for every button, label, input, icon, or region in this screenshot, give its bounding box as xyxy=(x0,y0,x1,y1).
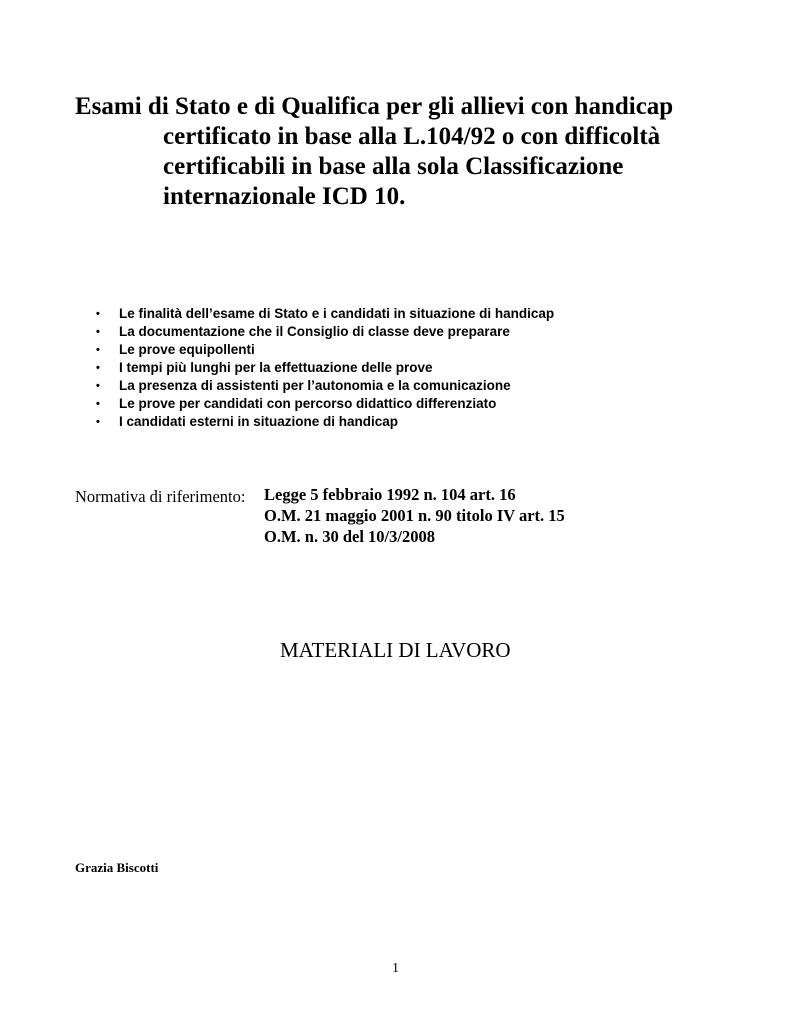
section-heading: MATERIALI DI LAVORO xyxy=(280,638,511,662)
bullet-icon: • xyxy=(96,398,100,410)
list-item xyxy=(96,413,554,431)
normativa-reference: Legge 5 febbraio 1992 n. 104 art. 16 xyxy=(264,485,516,504)
bullet-icon: • xyxy=(96,416,100,428)
list-item-text: Le prove per candidati con percorso didattico differenziato xyxy=(119,396,497,411)
list-item-text: I tempi più lunghi per la effettuazione delle prove xyxy=(119,360,433,375)
normativa-label: Normativa di riferimento: xyxy=(75,487,246,506)
bullet-icon: • xyxy=(96,380,100,392)
normativa-references xyxy=(264,484,565,547)
page-number: 1 xyxy=(392,961,399,976)
topics-list xyxy=(96,305,554,431)
document-title xyxy=(75,92,755,212)
bullet-icon: • xyxy=(96,362,100,374)
list-item-text: Le prove equipollenti xyxy=(119,342,255,357)
list-item-text: La documentazione che il Consiglio di classe deve preparare xyxy=(119,324,510,339)
author-name: Grazia Biscotti xyxy=(75,860,159,875)
list-item xyxy=(96,395,554,413)
bullet-icon: • xyxy=(96,326,100,338)
list-item xyxy=(96,359,554,377)
list-item xyxy=(96,305,554,323)
title-line-2: certificato in base alla L.104/92 o con difficoltà xyxy=(163,123,661,150)
normativa-reference: O.M. n. 30 del 10/3/2008 xyxy=(264,527,435,546)
list-item-text: Le finalità dell’esame di Stato e i candidati in situazione di handicap xyxy=(119,306,555,321)
list-item-text: La presenza di assistenti per l’autonomia e la comunicazione xyxy=(119,378,511,393)
list-item xyxy=(96,323,554,341)
bullet-icon: • xyxy=(96,308,100,320)
list-item xyxy=(96,341,554,359)
bullet-icon: • xyxy=(96,344,100,356)
title-line-3: certificabili in base alla sola Classificazione xyxy=(163,153,624,180)
list-item-text: I candidati esterni in situazione di handicap xyxy=(119,414,399,429)
normativa-reference: O.M. 21 maggio 2001 n. 90 titolo IV art. 15 xyxy=(264,506,565,525)
list-item xyxy=(96,377,554,395)
title-line-4: internazionale ICD 10. xyxy=(163,183,406,210)
title-line-1: Esami di Stato e di Qualifica per gli allievi con handicap xyxy=(75,93,674,120)
